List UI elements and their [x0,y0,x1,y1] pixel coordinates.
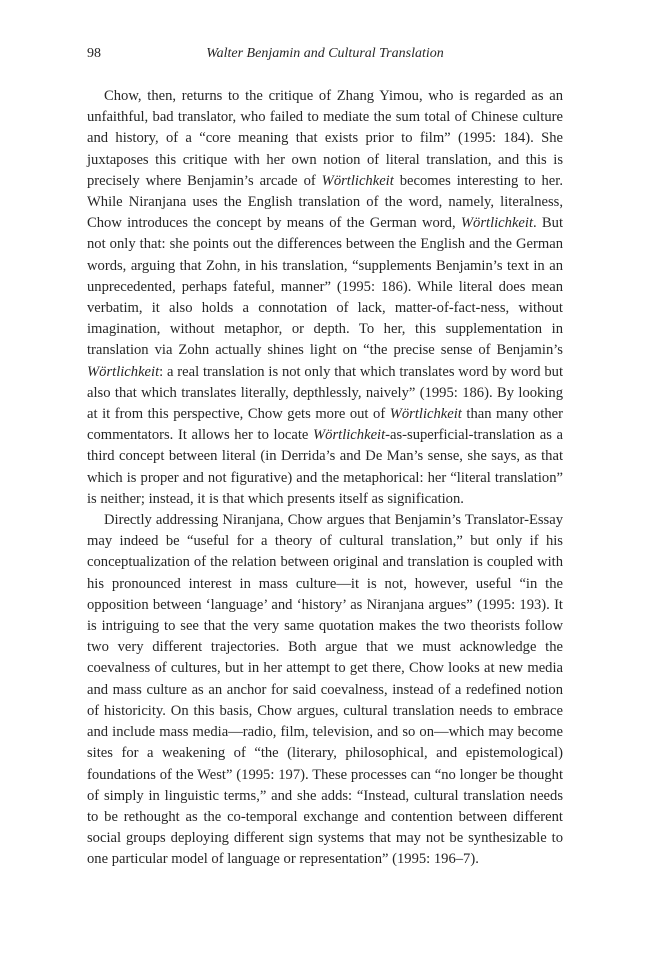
paragraph [87,510,563,870]
text-segment: -as-superficial-translation as a third concept between literal (in Derrida’s and De Man’s sense, she says, as that which is proper and not figurative) and the metaphorical: her “literal translation” is neither; instead, it is that which presents itself as signification. [87,427,563,507]
page-number: 98 [87,46,101,61]
italic-term: Wörtlichkeit [87,363,160,380]
italic-term: Wörtlichkeit [313,427,386,444]
body-text [87,86,563,871]
text-segment: Chow, then, returns to the critique of Zhang Yimou, who is regarded as an unfaithful, bad translator, who failed to mediate the sum total of Chinese culture and history, of a “core meaning that exists prior to film” (1995: 184). She juxtaposes this critique with her own notion of literal translation, and this is precisely where Benjamin’s arcade of [87,88,563,189]
text-segment: becomes interesting to her. While Niranjana uses the English translation of the word, namely, literalness, Chow introduces the concept by means of the German word, [87,172,563,232]
running-head [87,44,563,64]
text-segment: . But not only that: she points out the differences between the English and the German words, arguing that Zohn, in his translation, “supplements Benjamin’s text in an unprecedented, perhaps fateful, manner” (1995: 186). While literal does mean verbatim, it also holds a connotation of lack, matter-of-fact-ness, without imagination, without metaphor, or depth. To her, this supplementation in translation via Zohn actually shines light on “the precise sense of Benjamin’s [87,215,563,359]
italic-term: Wörtlichkeit [321,172,394,189]
running-title: Walter Benjamin and Cultural Translation [206,46,444,61]
text-segment: : a real translation is not only that which translates word by word but also that which translates literally, depthlessly, naively” (1995: 186). By looking at it from this perspective, Chow gets more out of [87,363,563,423]
text-segment: Directly addressing Niranjana, Chow argues that Benjamin’s Translator-Essay may indeed be “useful for a theory of cultural translation,” but only if his conceptualization of the relation between original and translation is coupled with his pronounced interest in mass culture—it is not, however, useful “in the opposition between ‘language’ and ‘history’ as Niranjana argues” (1995: 193). It is intriguing to see that the very same quotation makes the two theorists follow two very different trajectories. Both argue that we must acknowledge the coevalness of cultures, but in her attempt to get there, Chow looks at new media and mass culture as an anchor for said coevalness, instead of a redefined notion of historicity. On this basis, Chow argues, cultural translation needs to embrace and include mass media—radio, film, television, and so on—which may become sites for a weakening of “the (literary, philosophical, and epistemological) foundations of the West” (1995: 197). These processes can “no longer be thought of simply in linguistic terms,” and she adds: “Instead, cultural translation needs to be rethought as the co-temporal exchange and contention between different social groups deploying different sign systems that may not be synthesizable to one particular model of language or representation” (1995: 196–7). [87,512,563,868]
text-segment: than many other commentators. It allows her to locate [87,406,563,444]
italic-term: Wörtlichkeit [460,215,534,232]
italic-term: Wörtlichkeit [389,406,462,423]
paragraph [87,86,563,510]
